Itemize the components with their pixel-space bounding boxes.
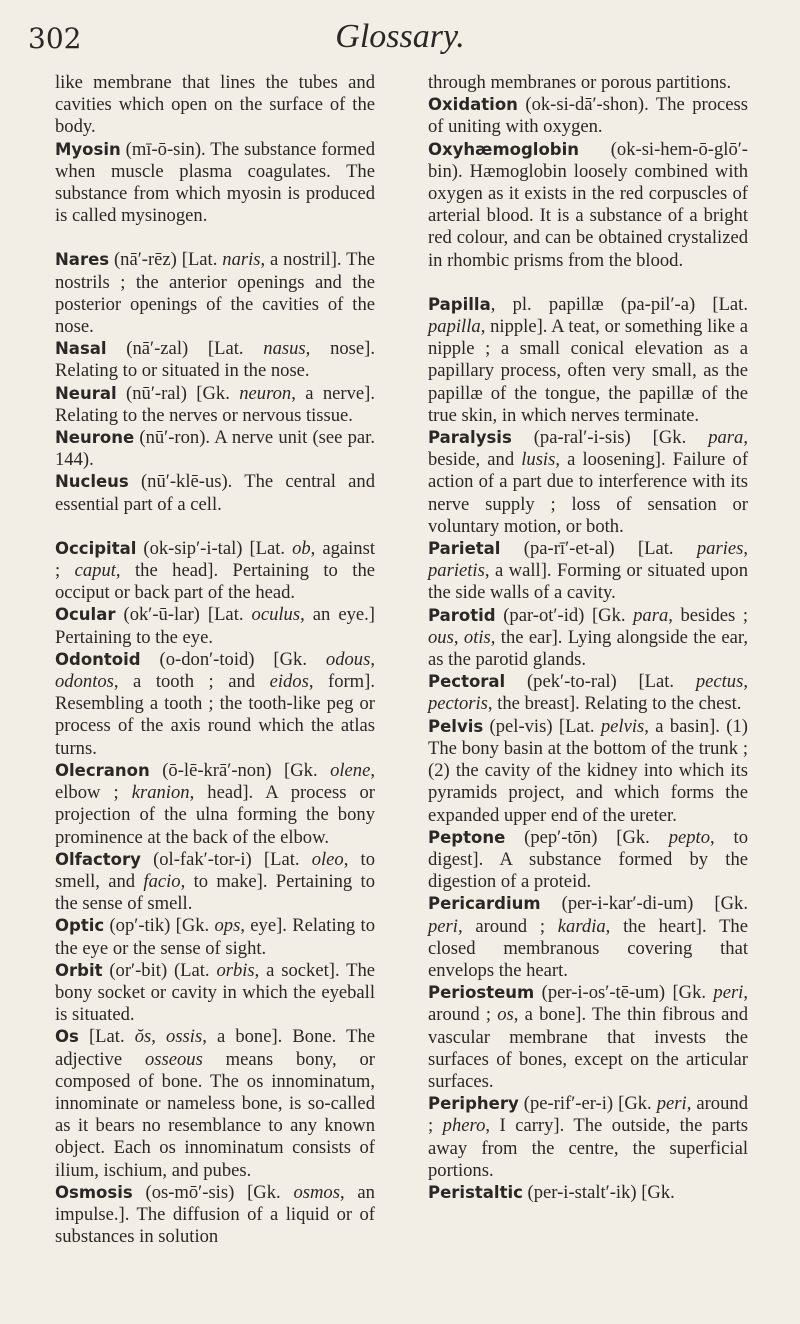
etymology-word: peri — [656, 1093, 687, 1115]
glossary-entry — [55, 915, 375, 959]
glossary-entry — [55, 427, 375, 471]
entry-headword: Parotid — [428, 605, 496, 625]
entry-text: means bony, or composed of bone. The os innominatum, innominate or nameless bone, is so-called as it bears no resemblance to any known object. Each os innominatum consists of ilium, ischium, and pubes. — [55, 1048, 375, 1181]
entry-text: (nū′-klē-us). The central and essential part of a cell. — [55, 471, 375, 515]
etymology-word: neuron — [239, 382, 292, 404]
entry-text: , a nerve]. Relating to the nerves or nervous tissue. — [55, 382, 375, 426]
etymology-word: lusis — [521, 449, 556, 471]
glossary-entry — [55, 72, 375, 139]
entry-text: [Lat. — [78, 1026, 135, 1048]
glossary-entry — [55, 649, 375, 760]
glossary-entry — [428, 1093, 748, 1182]
etymology-word: caput — [74, 560, 116, 582]
entry-text: (ok′-ū-lar) [Lat. — [115, 604, 252, 626]
entry-text: (par-ot′-id) [Gk. — [495, 604, 634, 626]
entry-text: , the heart]. The closed membranous covering that envelops the heart. — [428, 915, 748, 981]
etymology-word: pelvis — [600, 715, 645, 737]
etymology-word: os — [497, 1004, 514, 1026]
glossary-entry — [428, 605, 748, 672]
entry-text: through membranes or porous partitions. — [428, 72, 732, 93]
glossary-entry — [55, 139, 375, 228]
entry-headword: Oxidation — [428, 95, 518, 115]
entry-text: , a loosening]. Failure of action of a part due to interference with its nerve supply ; loss of sensation or voluntary motion, or both. — [428, 449, 749, 537]
entry-text: , a tooth ; and — [113, 671, 270, 693]
etymology-word: peri — [713, 982, 744, 1004]
page-number: 302 — [28, 22, 82, 55]
etymology-word: eidos — [269, 671, 309, 693]
entry-text: , besides ; — [668, 604, 748, 626]
entry-text: , against ; — [55, 537, 375, 582]
etymology-word: otis — [463, 626, 491, 648]
entry-text: , to digest]. A substance formed by the digestion of a proteid. — [428, 826, 748, 893]
entry-text: , a basin]. (1) The bony basin at the bottom of the trunk ; (2) the cavity of the kidney into which its pyramids project, and which forms the expanded upper end of the ureter. — [428, 715, 748, 826]
glossary-entry — [428, 294, 748, 427]
entry-headword: Oxyhæmoglobin — [428, 139, 580, 159]
glossary-entry — [55, 1182, 375, 1249]
entry-text: (nā′-zal) [Lat. — [106, 338, 264, 360]
entry-text: (pek′-to-ral) [Lat. — [505, 671, 696, 693]
etymology-word: papilla — [428, 316, 481, 338]
entry-text: , head]. A process or projection of the ulna forming the bony prominence at the back of the elbow. — [55, 782, 375, 848]
entry-text: , nose]. Relating to or situated in the nose. — [55, 338, 375, 382]
etymology-word: oleo — [311, 848, 344, 870]
entry-headword: Myosin — [55, 139, 121, 159]
etymology-word: pepto — [668, 826, 711, 848]
entry-text: (ok-si-hem-ō-glō′-bin). Hæmoglobin loosely combined with oxygen as it exists in the red corpuscles of arterial blood. It is a substance of a bright red colour, and can be obtained crystalized in rhombic prisms from the blood. — [428, 138, 748, 271]
entry-headword: Peptone — [428, 827, 506, 847]
entry-headword: Periphery — [428, 1094, 519, 1114]
etymology-word: parietis — [428, 560, 485, 582]
entry-text: (per-i-kar′-di-um) [Gk. — [540, 893, 748, 915]
entry-text: , form]. Resembling a tooth ; the tooth-like peg or process of the axis round which the atlas turns. — [55, 671, 375, 759]
entry-headword: Periosteum — [428, 983, 535, 1003]
entry-text: (o-don′-toid) [Gk. — [140, 648, 326, 670]
entry-text: , the breast]. Relating to the chest. — [487, 693, 742, 715]
etymology-word: kardia — [557, 915, 606, 937]
glossary-entry — [55, 383, 375, 427]
entry-text: (ol-fak′-tor-i) [Lat. — [140, 848, 312, 870]
glossary-entry — [55, 338, 375, 382]
entry-text: (nū′-ral) [Gk. — [116, 382, 240, 404]
glossary-entry — [428, 1182, 748, 1204]
glossary-entry — [55, 538, 375, 605]
entry-text: (ok-si-dā′-shon). The process of uniting with oxygen. — [428, 94, 748, 138]
entry-text: (pep′-tōn) [Gk. — [505, 826, 669, 848]
entry-text: , — [453, 626, 464, 648]
glossary-entry — [428, 982, 748, 1093]
entry-text: , a nostril]. The nostrils ; the anterior openings and the posterior openings of the cavities of the nose. — [55, 249, 375, 338]
entry-text: , — [743, 671, 748, 693]
entry-text: , an impulse.]. The diffusion of a liquid or of substances in solution — [55, 1181, 375, 1248]
entry-headword: Osmosis — [55, 1182, 133, 1202]
entry-text: (per-i-os′-tē-um) [Gk. — [534, 982, 714, 1004]
entry-text: (pe-rif′-er-i) [Gk. — [518, 1093, 657, 1115]
entry-headword: Parietal — [428, 539, 501, 559]
entry-headword: Optic — [55, 916, 105, 936]
entry-headword: Pelvis — [428, 716, 484, 736]
glossary-entry — [428, 716, 748, 827]
etymology-word: olene — [330, 759, 371, 781]
entry-headword: Nares — [55, 250, 110, 270]
entry-headword: Peristaltic — [428, 1182, 523, 1202]
etymology-word: osseous — [144, 1048, 203, 1070]
glossary-entry — [428, 893, 748, 982]
entry-text: (pa-ral′-i-sis) [Gk. — [511, 427, 709, 449]
entry-text: , — [151, 1026, 167, 1048]
entry-text: (pa-rī′-et-al) [Lat. — [500, 538, 697, 560]
entry-text: (or′-bit) (Lat. — [102, 959, 217, 981]
entry-text: , elbow ; — [55, 759, 375, 804]
entry-text: , an eye.] Pertaining to the eye. — [55, 604, 376, 648]
glossary-entry — [428, 671, 748, 715]
entry-text: (per-i-stalt′-ik) [Gk. — [522, 1181, 675, 1203]
entry-text: , a wall]. Forming or situated upon the side walls of a cavity. — [428, 560, 748, 604]
entry-headword: Papilla — [428, 294, 491, 314]
entry-headword: Olecranon — [55, 760, 150, 780]
entry-text: , beside, and — [428, 427, 748, 471]
glossary-entry — [55, 249, 375, 338]
glossary-entry — [55, 960, 375, 1027]
entry-text: , around ; — [428, 982, 748, 1026]
glossary-entry — [428, 538, 748, 605]
etymology-word: ous — [428, 626, 454, 648]
entry-text: , eye]. Relating to the eye or the sense of sight. — [55, 915, 375, 959]
glossary-entry — [428, 827, 748, 894]
entry-headword: Occipital — [55, 538, 137, 558]
entry-text: (mī-ō-sin). The substance formed when muscle plasma coagulates. The substance from which myosin is produced is called mysinogen. — [55, 138, 375, 227]
entry-text: , a socket]. The bony socket or cavity in which the eyeball is situated. — [55, 959, 376, 1026]
entry-text: , a bone]. The thin fibrous and vascular membrane that invests the surfaces of bones, except on the articular surfaces. — [428, 1004, 748, 1092]
entry-headword: Pericardium — [428, 894, 541, 914]
entry-headword: Paralysis — [428, 428, 512, 448]
entry-text: (nū′-ron). A nerve unit (see par. 144). — [55, 427, 375, 471]
etymology-word: ŏs — [134, 1026, 152, 1048]
entry-headword: Neural — [55, 383, 117, 403]
etymology-word: para — [708, 427, 744, 449]
entry-text: , the head]. Pertaining to the occiput or back part of the head. — [55, 560, 375, 604]
etymology-word: kranion — [131, 782, 190, 804]
glossary-entry — [428, 72, 748, 94]
etymology-word: orbis — [216, 959, 255, 981]
etymology-word: phero — [442, 1115, 486, 1137]
glossary-entry — [55, 760, 375, 849]
etymology-word: pectus — [695, 671, 744, 693]
etymology-word: paries — [696, 538, 744, 560]
glossary-column-right — [428, 72, 748, 1204]
etymology-word: pectoris — [428, 693, 488, 715]
entry-text: , I carry]. The outside, the parts away from the centre, the superficial portions. — [428, 1115, 748, 1181]
entry-headword: Neurone — [55, 428, 135, 448]
entry-text: , the ear]. Lying alongside the ear, as the parotid glands. — [428, 626, 748, 671]
glossary-entry — [428, 94, 748, 138]
entry-text: (nā′-rēz) [Lat. — [109, 249, 223, 271]
entry-text: (ok-sip′-i-tal) [Lat. — [136, 537, 293, 559]
etymology-word: ops — [214, 915, 241, 937]
entry-text: , — [370, 648, 375, 670]
etymology-word: ob — [292, 537, 311, 559]
entry-text: , pl. papillæ (pa-pil′-a) [Lat. — [490, 293, 748, 315]
entry-headword: Orbit — [55, 960, 103, 980]
etymology-word: naris — [222, 249, 261, 271]
entry-text: , — [743, 538, 748, 560]
glossary-entry — [55, 604, 375, 648]
etymology-word: odontos — [55, 671, 114, 693]
entry-text: , to smell, and — [55, 848, 375, 892]
entry-text: like membrane that lines the tubes and cavities which open on the surface of the body. — [55, 72, 375, 138]
etymology-word: odous — [325, 648, 371, 670]
etymology-word: oculus — [251, 604, 301, 626]
entry-headword: Olfactory — [55, 849, 141, 869]
entry-text: , nipple]. A teat, or something like a nipple ; a small conical elevation as a papillary process, often very small, as the papillæ of the tongue, the papillæ of the true skin, in which nerves terminate. — [428, 316, 748, 426]
entry-headword: Odontoid — [55, 649, 141, 669]
entry-headword: Ocular — [55, 605, 116, 625]
etymology-word: para — [633, 604, 669, 626]
etymology-word: facio — [143, 870, 181, 892]
glossary-column-left — [55, 72, 375, 1248]
glossary-entry — [55, 1026, 375, 1181]
entry-text: (os-mō′-sis) [Gk. — [132, 1181, 294, 1203]
entry-headword: Nucleus — [55, 472, 129, 492]
entry-headword: Pectoral — [428, 672, 506, 692]
entry-headword: Os — [55, 1027, 79, 1047]
entry-headword: Nasal — [55, 339, 107, 359]
entry-text: (pel-vis) [Lat. — [483, 715, 601, 737]
etymology-word: osmos — [293, 1181, 340, 1203]
glossary-entry — [428, 427, 748, 538]
entry-text: (ō-lē-krā′-non) [Gk. — [149, 759, 331, 781]
etymology-word: nasus — [263, 338, 306, 360]
glossary-entry — [55, 849, 375, 916]
running-head: Glossary. — [335, 18, 465, 55]
entry-text: (op′-tik) [Gk. — [104, 915, 215, 937]
entry-text: , around ; — [457, 915, 558, 937]
glossary-entry — [428, 139, 748, 272]
etymology-word: ossis — [166, 1026, 203, 1048]
etymology-word: peri — [428, 915, 458, 937]
entry-text: , around ; — [428, 1093, 748, 1137]
entry-text: , a bone]. Bone. The adjective — [55, 1026, 375, 1070]
entry-text: , to make]. Pertaining to the sense of smell. — [55, 870, 375, 915]
glossary-entry — [55, 471, 375, 515]
